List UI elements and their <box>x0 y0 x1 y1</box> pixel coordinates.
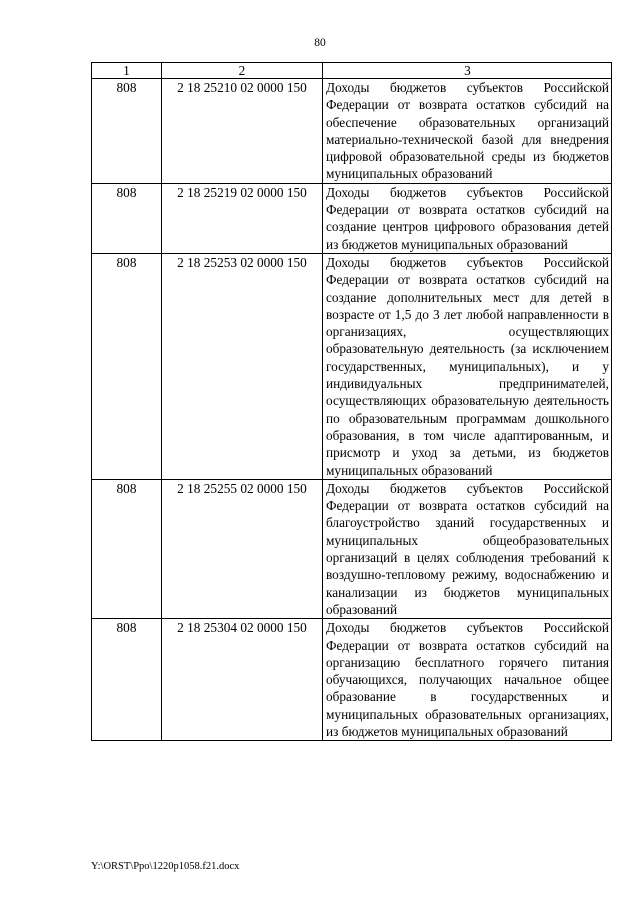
kbk-code-cell: 2 18 25219 02 0000 150 <box>162 183 323 253</box>
description-cell: Доходы бюджетов субъектов Российской Федерации от возврата остатков субсидий на благоустройство зданий государственных и муниципальных общеобразовательных организаций в целях соблюдения требований к воздушно-тепловому режиму, водоснабжению и канализации из бюджетов муниципальных образований <box>323 479 612 618</box>
description-cell: Доходы бюджетов субъектов Российской Федерации от возврата остатков субсидий на организацию бесплатного горячего питания обучающихся, получающих начальное общее образование в государственных и муниципальных образовательных организациях, из бюджетов муниципальных образований <box>323 619 612 741</box>
page-number: 80 <box>314 37 326 49</box>
admin-code-cell: 808 <box>92 183 162 253</box>
kbk-code-cell: 2 18 25253 02 0000 150 <box>162 253 323 479</box>
admin-code-cell: 808 <box>92 619 162 741</box>
revenue-table <box>91 62 612 741</box>
header-col-2: 2 <box>162 63 323 79</box>
header-col-3: 3 <box>323 63 612 79</box>
table-header-row <box>92 63 612 79</box>
table-row <box>92 479 612 618</box>
table-row <box>92 79 612 184</box>
description-cell: Доходы бюджетов субъектов Российской Федерации от возврата остатков субсидий на создание дополнительных мест для детей в возрасте от 1,5 до 3 лет любой направленности в организациях, осуществляющих образовательную деятельность (за исключением государственных, муниципальных), и у индивидуальных предпринимателей, осуществляющих образовательную деятельность по образовательным программам дошкольного образования, в том числе адаптированным, и присмотр и уход за детьми, из бюджетов муниципальных образований <box>323 253 612 479</box>
description-cell: Доходы бюджетов субъектов Российской Федерации от возврата остатков субсидий на обеспечение образовательных организаций материально-технической базой для внедрения цифровой образовательной среды из бюджетов муниципальных образований <box>323 79 612 184</box>
table-row <box>92 183 612 253</box>
header-col-1: 1 <box>92 63 162 79</box>
file-path-footer: Y:\ORST\Ppo\1220p1058.f21.docx <box>91 861 240 872</box>
table-row <box>92 619 612 741</box>
kbk-code-cell: 2 18 25210 02 0000 150 <box>162 79 323 184</box>
table-row <box>92 253 612 479</box>
kbk-code-cell: 2 18 25255 02 0000 150 <box>162 479 323 618</box>
admin-code-cell: 808 <box>92 479 162 618</box>
description-cell: Доходы бюджетов субъектов Российской Федерации от возврата остатков субсидий на создание центров цифрового образования детей из бюджетов муниципальных образований <box>323 183 612 253</box>
admin-code-cell: 808 <box>92 79 162 184</box>
kbk-code-cell: 2 18 25304 02 0000 150 <box>162 619 323 741</box>
admin-code-cell: 808 <box>92 253 162 479</box>
